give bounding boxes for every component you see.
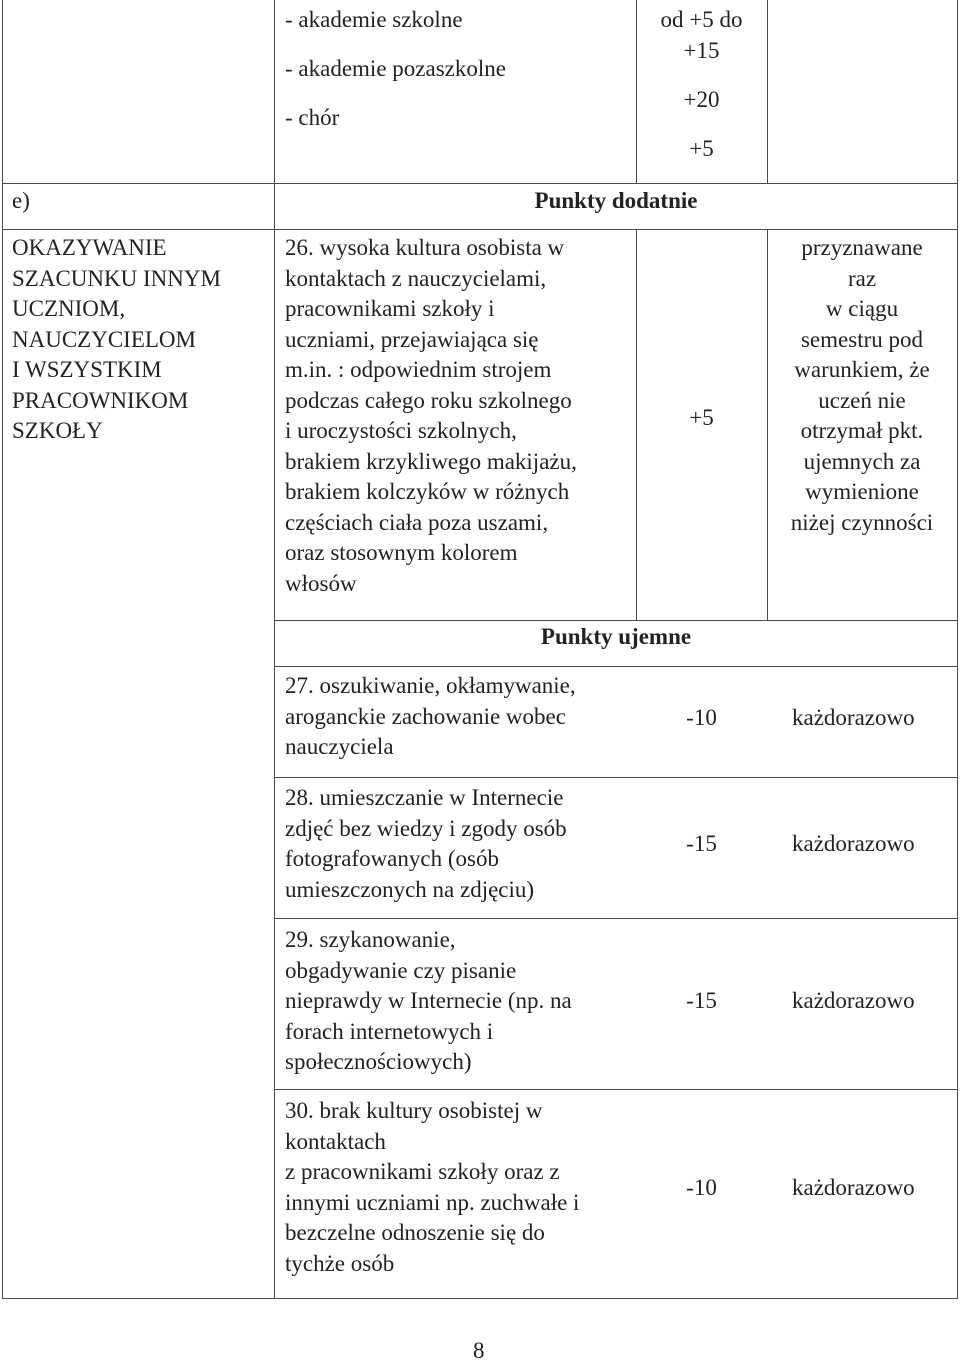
item-26-text: 26. wysoka kultura osobista w kontaktach z nauczycielami, pracownikami szkoły i uczniami, przejawiająca się m.in. : odpowiednim strojem podczas całego roku szkolnego i uroczystości szkolnych, brakiem krzykliwego makijażu, brakiem kolczyków w różnych częściach ciała poza uszami, oraz stosownym kolorem włosów: [285, 235, 577, 596]
row-divider-item29: [274, 1089, 958, 1090]
points-value: +5: [689, 136, 714, 161]
item-26-note: przyznawane raz w ciągu semestru pod warunkiem, że uczeń nie otrzymał pkt. ujemnych za wymienione niżej czynności: [790, 235, 934, 535]
item-29-text: 29. szykanowanie, obgadywanie czy pisanie nieprawdy w Internecie (np. na forach internetowych i społecznościowych): [285, 927, 572, 1074]
item-27-frequency: każdorazowo: [792, 705, 915, 730]
table-border-bottom: [2, 1298, 958, 1299]
item-29-points: -15: [686, 988, 717, 1013]
page-number: 8: [473, 1338, 485, 1363]
row-divider-dodatnie-header: [2, 229, 958, 230]
row-divider-section-e: [2, 183, 958, 184]
row-divider-item26: [274, 620, 958, 621]
table-border-left: [2, 0, 3, 1298]
table-border-right: [957, 0, 958, 1298]
item-28-points: -15: [686, 831, 717, 856]
section-label: e): [12, 188, 30, 213]
item-28-text: 28. umieszczanie w Internecie zdjęć bez wiedzy i zgody osób fotografowanych (osób umieszczonych na zdjęciu): [285, 785, 567, 902]
item-30-text: 30. brak kultury osobistej w kontaktach z pracownikami szkoły oraz z innymi uczniami np. zuchwałe i bezczelne odnoszenie się do tychże osób: [285, 1098, 580, 1276]
item-28-frequency: każdorazowo: [792, 831, 915, 856]
points-value: +20: [683, 87, 720, 112]
column-divider-note-top: [767, 0, 768, 183]
points-value: +15: [683, 38, 720, 63]
item-26-points: +5: [689, 405, 714, 430]
row-divider-ujemne-header: [274, 666, 958, 667]
item-27-text: 27. oszukiwanie, okłamywanie, aroganckie zachowanie wobec nauczyciela: [285, 673, 576, 759]
row-divider-item28: [274, 918, 958, 919]
row-divider-item27: [274, 777, 958, 778]
item-30-points: -10: [686, 1175, 717, 1200]
item-27-points: -10: [686, 705, 717, 730]
activity-akademie-pozaszkolne: - akademie pozaszkolne: [285, 56, 506, 81]
item-29-frequency: każdorazowo: [792, 988, 915, 1013]
points-range-label: od +5 do: [660, 7, 743, 32]
activity-akademie-szkolne: - akademie szkolne: [285, 7, 463, 32]
section-category: OKAZYWANIE SZACUNKU INNYM UCZNIOM, NAUCZYCIELOM I WSZYSTKIM PRACOWNIKOM SZKOŁY: [12, 235, 221, 443]
item-30-frequency: każdorazowo: [792, 1175, 915, 1200]
punkty-ujemne-header: Punkty ujemne: [540, 624, 692, 649]
activity-chor: - chór: [285, 105, 340, 130]
punkty-dodatnie-header: Punkty dodatnie: [534, 188, 698, 213]
